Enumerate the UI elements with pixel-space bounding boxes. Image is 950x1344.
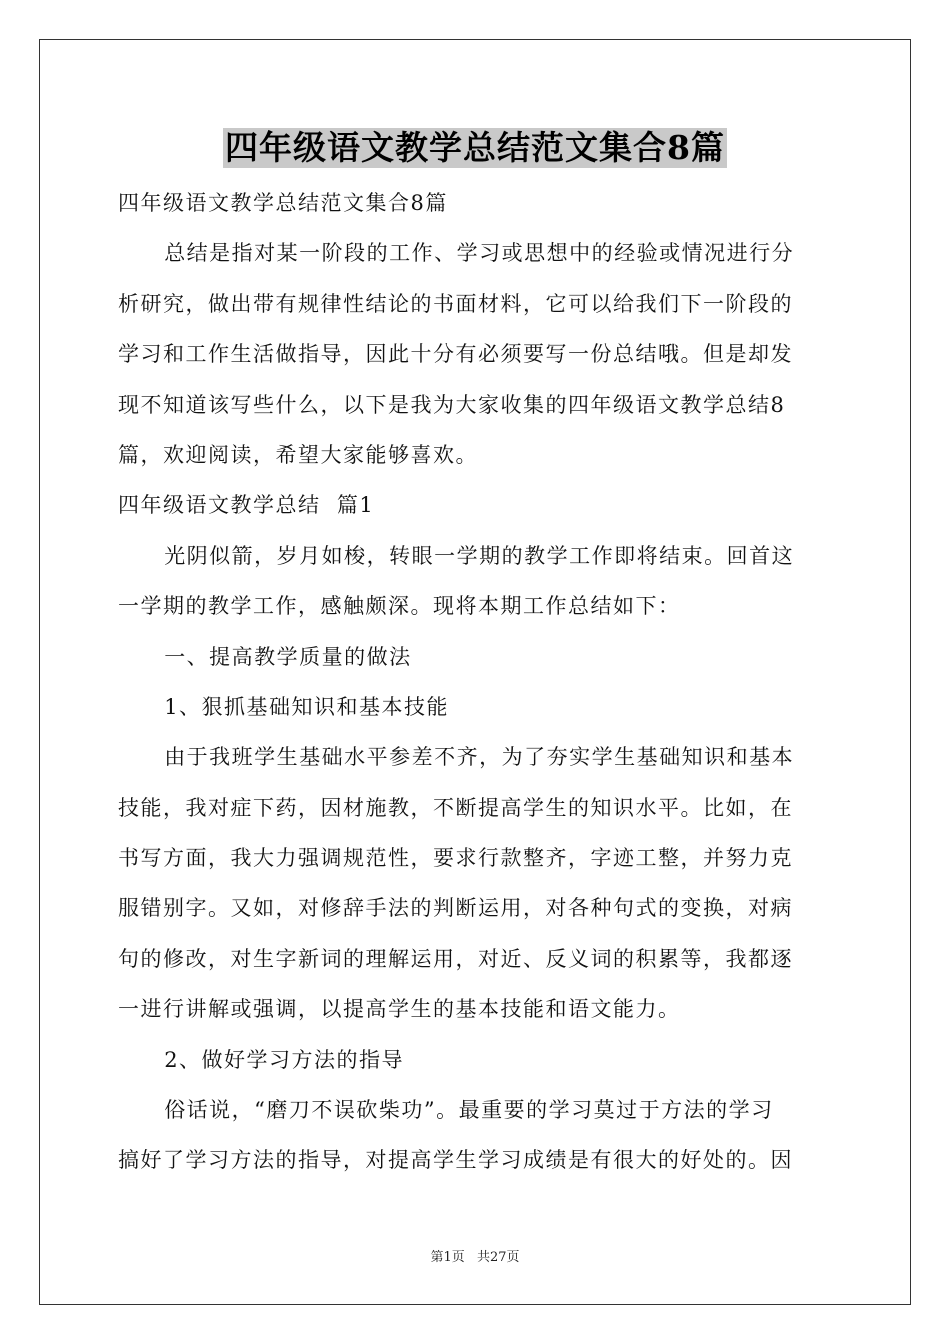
title-container (0, 128, 950, 168)
page-footer (0, 1246, 950, 1265)
intro-line: 析研究，做出带有规律性结论的书面材料，它可以给我们下一阶段的 (118, 291, 793, 316)
document-title: 四年级语文教学总结范文集合8篇 (225, 128, 725, 167)
paragraph-line: 句的修改，对生字新词的理解运用，对近、反义词的积累等，我都逐 (118, 946, 793, 971)
heading-level-1: 一、提高教学质量的做法 (164, 644, 412, 669)
intro-line: 篇，欢迎阅读，希望大家能够喜欢。 (118, 442, 478, 467)
paragraph-line: 技能，我对症下药，因材施教，不断提高学生的知识水平。比如，在 (118, 795, 793, 820)
paragraph-line: 搞好了学习方法的指导，对提高学生学习成绩是有很大的好处的。因 (118, 1148, 793, 1173)
intro-line: 现不知道该写些什么，以下是我为大家收集的四年级语文教学总结8 (118, 392, 786, 417)
section-heading: 四年级语文教学总结 篇1 (118, 493, 375, 518)
heading-level-2: 1、狠抓基础知识和基本技能 (164, 694, 450, 719)
document-body (118, 178, 834, 1186)
paragraph-line: 服错别字。又如，对修辞手法的判断运用，对各种句式的变换，对病 (118, 896, 793, 921)
paragraph-line: 由于我班学生基础水平参差不齐，为了夯实学生基础知识和基本 (164, 745, 795, 770)
paragraph-line: 一进行讲解或强调，以提高学生的基本技能和语文能力。 (118, 997, 681, 1022)
document-subtitle: 四年级语文教学总结范文集合8篇 (118, 191, 448, 215)
page-total: 共27页 (476, 1250, 520, 1265)
paragraph-line: 一学期的教学工作，感触颇深。现将本期工作总结如下： (118, 594, 681, 619)
paragraph-line: 俗话说，“磨刀不误砍柴功”。最重要的学习莫过于方法的学习 (164, 1098, 774, 1123)
paragraph-line: 书写方面，我大力强调规范性，要求行款整齐，字迹工整，并努力克 (118, 846, 793, 871)
paragraph-line: 光阴似箭，岁月如梭，转眼一学期的教学工作即将结束。回首这 (164, 543, 795, 568)
intro-line: 总结是指对某一阶段的工作、学习或思想中的经验或情况进行分 (164, 241, 795, 266)
intro-line: 学习和工作生活做指导，因此十分有必须要写一份总结哦。但是却发 (118, 342, 793, 367)
heading-level-2: 2、做好学习方法的指导 (164, 1047, 405, 1072)
page-number: 第1页 (430, 1250, 465, 1265)
